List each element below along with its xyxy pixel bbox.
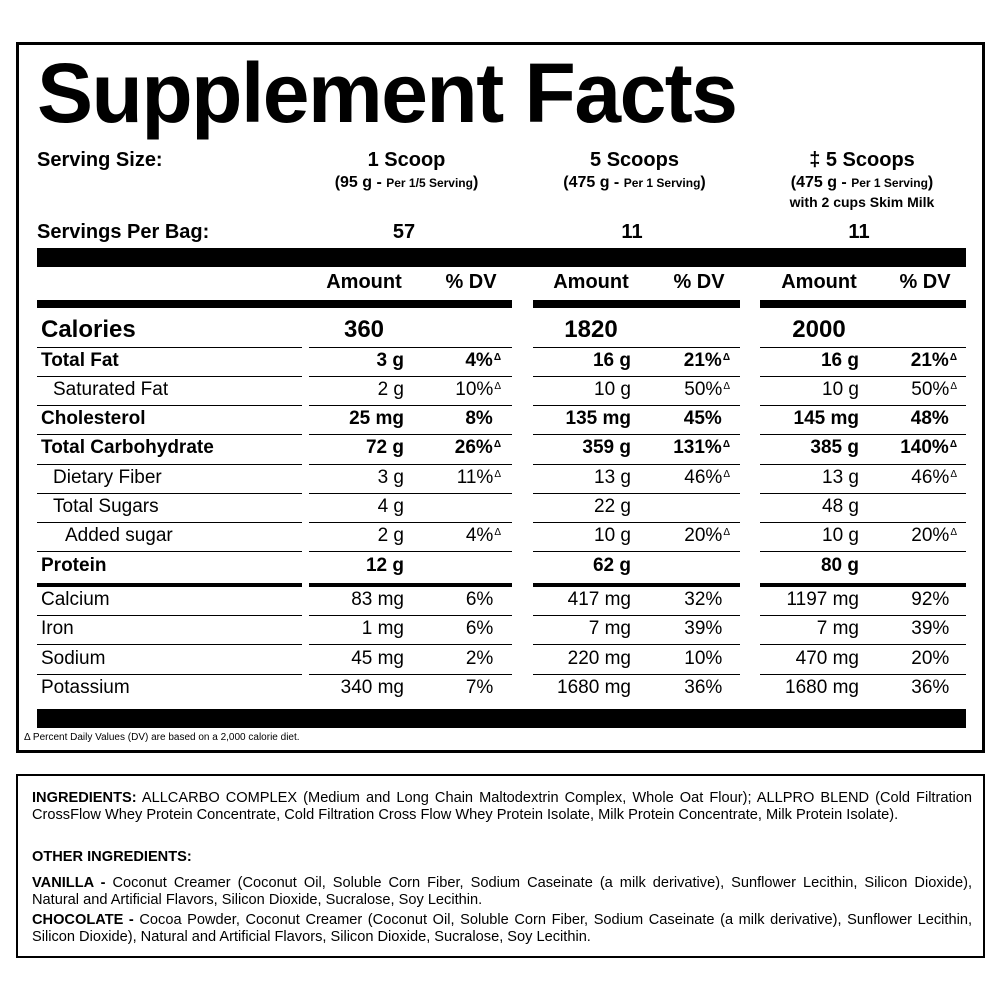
serving-main: 5 Scoops: [590, 149, 679, 171]
row-divider: [760, 522, 966, 523]
dv-header: % DV: [445, 271, 497, 293]
row-divider: [37, 376, 302, 377]
servings-per-bag-label: Servings Per Bag:: [37, 221, 210, 243]
row-divider: [309, 347, 512, 348]
row-divider: [309, 583, 512, 587]
row-divider: [760, 464, 966, 465]
nutrient-amount: 359 g: [582, 437, 631, 458]
dv-header: % DV: [673, 271, 725, 293]
nutrient-amount: 340 mg: [340, 677, 404, 698]
nutrient-amount: 10 g: [822, 525, 859, 546]
nutrient-amount: 1680 mg: [785, 677, 859, 698]
nutrient-label: Total Sugars: [53, 496, 159, 517]
row-divider: [533, 674, 740, 675]
ingredients-label: INGREDIENTS:: [32, 790, 137, 806]
nutrient-label: Saturated Fat: [53, 379, 169, 400]
dv-footnote-mark: Δ: [722, 439, 730, 450]
supplement-facts-panel: [16, 42, 985, 753]
header-bar: [760, 300, 966, 308]
nutrient-label: Iron: [41, 618, 74, 639]
row-divider: [37, 615, 302, 616]
nutrient-dv: 20%: [911, 648, 950, 669]
nutrient-label: Potassium: [41, 677, 130, 698]
dv-footnote-mark: Δ: [723, 381, 730, 392]
row-divider: [760, 493, 966, 494]
amount-header: Amount: [553, 271, 629, 293]
nutrient-dv: 92%: [911, 589, 950, 610]
row-divider: [760, 615, 966, 616]
dv-header: % DV: [899, 271, 951, 293]
chocolate-ingredients: [32, 912, 972, 945]
nutrient-amount: 25 mg: [349, 408, 404, 429]
nutrient-dv: 39%: [911, 618, 950, 639]
nutrient-amount: 385 g: [810, 437, 859, 458]
nutrient-amount: 80 g: [820, 555, 859, 576]
other-ingredients-label: OTHER INGREDIENTS:: [32, 849, 192, 865]
dv-footnote-mark: Δ: [950, 469, 957, 480]
nutrient-dv: 48%: [910, 408, 949, 429]
serving-extra: with 2 cups Skim Milk: [789, 194, 935, 210]
vanilla-ingredients: [32, 875, 972, 908]
top-thick-bar: [37, 248, 966, 267]
nutrient-amount: 16 g: [592, 350, 631, 371]
nutrient-dv: 20%$^\Delta$: [911, 525, 957, 546]
amount-header: Amount: [326, 271, 402, 293]
nutrient-dv: 32%: [684, 589, 723, 610]
row-divider: [309, 551, 512, 552]
chocolate-label: CHOCOLATE -: [32, 912, 140, 928]
other-ingredients: [32, 849, 972, 866]
row-divider: [37, 583, 302, 587]
nutrient-amount: 4 g: [377, 496, 404, 517]
dv-footnote-mark: Δ: [949, 439, 957, 450]
row-divider: [760, 674, 966, 675]
nutrient-dv: 36%: [911, 677, 950, 698]
nutrient-amount: 417 mg: [567, 589, 631, 610]
row-divider: [309, 434, 512, 435]
nutrient-amount: 48 g: [822, 496, 859, 517]
dv-footnote: Δ Percent Daily Values (DV) are based on a 2,000 calorie diet.: [24, 732, 300, 743]
row-divider: [309, 405, 512, 406]
serving-sub: (475 g - Per 1 Serving): [563, 174, 706, 191]
nutrient-dv: 4%$^\Delta$: [465, 350, 501, 371]
nutrient-dv: 21%$^\Delta$: [910, 350, 957, 371]
nutrient-dv: 26%$^\Delta$: [454, 437, 501, 458]
row-divider: [37, 434, 302, 435]
row-divider: [760, 551, 966, 552]
nutrient-amount: 10 g: [594, 379, 631, 400]
row-divider: [309, 493, 512, 494]
serving-main: 1 Scoop: [367, 149, 446, 171]
nutrient-dv: 21%$^\Delta$: [683, 350, 730, 371]
row-divider: [309, 376, 512, 377]
dv-footnote-mark: Δ: [493, 439, 501, 450]
row-divider: [533, 551, 740, 552]
nutrient-amount: 145 mg: [793, 408, 859, 429]
calories-value: 2000: [792, 316, 846, 343]
nutrient-amount: 220 mg: [567, 648, 631, 669]
calories-value: 360: [343, 316, 385, 343]
nutrient-amount: 135 mg: [565, 408, 631, 429]
nutrient-dv: 10%: [684, 648, 723, 669]
row-divider: [760, 644, 966, 645]
row-divider: [37, 522, 302, 523]
row-divider: [533, 615, 740, 616]
dv-footnote-mark: Δ: [723, 527, 730, 538]
nutrient-amount: 10 g: [822, 379, 859, 400]
row-divider: [37, 347, 302, 348]
row-divider: [760, 347, 966, 348]
dv-footnote-mark: Δ: [949, 352, 957, 363]
nutrient-label: Total Carbohydrate: [41, 437, 214, 458]
serving-sub: (475 g - Per 1 Serving): [790, 174, 934, 191]
nutrient-amount: 22 g: [594, 496, 631, 517]
row-divider: [309, 615, 512, 616]
nutrient-amount: 13 g: [822, 467, 859, 488]
nutrient-amount: 45 mg: [351, 648, 404, 669]
nutrient-amount: 1 mg: [361, 618, 404, 639]
ingredients-panel: [16, 774, 985, 958]
calories-label: Calories: [41, 316, 136, 343]
nutrient-amount: 3 g: [376, 350, 404, 371]
row-divider: [309, 674, 512, 675]
chocolate-text: Cocoa Powder, Coconut Creamer (Coconut Oil, Soluble Corn Fiber, Sodium Caseinate (a milk derivative), Sunflower Lecithin, Silicon Dioxide), Natural and Artificial Flavors, Silicon Dioxide, Sucralose, Soy Lecithin.: [32, 912, 972, 945]
row-divider: [533, 493, 740, 494]
nutrient-dv: 8%: [465, 408, 493, 429]
ingredients-text: ALLCARBO COMPLEX (Medium and Long Chain Maltodextrin Complex, Whole Oat Flour); ALLPRO BLEND (Cold Filtration CrossFlow Whey Protein Concentrate, Cold Filtration Cross Flow Whey Protein Isolate, Milk Protein Concentrate, Milk Protein Isolate).: [32, 790, 972, 823]
dv-footnote-mark: Δ: [950, 527, 957, 538]
servings-per-bag-value: 11: [621, 221, 643, 243]
nutrient-label: Calcium: [41, 589, 110, 610]
row-divider: [760, 376, 966, 377]
amount-header: Amount: [781, 271, 857, 293]
nutrient-amount: 7 mg: [816, 618, 859, 639]
row-divider: [309, 644, 512, 645]
servings-per-bag-value: 11: [848, 221, 870, 243]
nutrient-amount: 62 g: [592, 555, 631, 576]
nutrient-dv: 46%$^\Delta$: [684, 467, 730, 488]
row-divider: [533, 376, 740, 377]
nutrient-dv: 20%$^\Delta$: [684, 525, 730, 546]
row-divider: [760, 405, 966, 406]
nutrient-dv: 10%$^\Delta$: [455, 379, 501, 400]
nutrient-label: Dietary Fiber: [53, 467, 162, 488]
ingredients-main: [32, 790, 972, 823]
nutrient-amount: 12 g: [365, 555, 404, 576]
vanilla-text: Coconut Creamer (Coconut Oil, Soluble Corn Fiber, Sodium Caseinate (a milk derivative), Sunflower Lecithin, Silicon Dioxide), Natural and Artificial Flavors, Silicon Dioxide, Sucralose, Soy Lecithin.: [32, 875, 972, 908]
nutrient-label: Added sugar: [65, 525, 173, 546]
nutrient-amount: 83 mg: [351, 589, 404, 610]
dv-footnote-mark: Δ: [493, 352, 501, 363]
nutrient-amount: 13 g: [594, 467, 631, 488]
dv-footnote-mark: Δ: [494, 527, 501, 538]
row-divider: [37, 551, 302, 552]
panel-title: Supplement Facts: [37, 46, 737, 140]
nutrient-amount: 72 g: [365, 437, 404, 458]
nutrient-amount: 2 g: [377, 525, 404, 546]
row-divider: [760, 583, 966, 587]
row-divider: [309, 464, 512, 465]
nutrient-dv: 46%$^\Delta$: [911, 467, 957, 488]
nutrient-dv: 39%: [684, 618, 723, 639]
row-divider: [533, 405, 740, 406]
serving-sub: (95 g - Per 1/5 Serving): [334, 174, 479, 191]
nutrient-amount: 16 g: [820, 350, 859, 371]
row-divider: [309, 522, 512, 523]
nutrient-dv: 50%$^\Delta$: [911, 379, 957, 400]
nutrient-amount: 3 g: [377, 467, 404, 488]
nutrient-amount: 2 g: [377, 379, 404, 400]
serving-size-label: Serving Size:: [37, 149, 163, 171]
row-divider: [533, 464, 740, 465]
nutrient-dv: 50%$^\Delta$: [684, 379, 730, 400]
row-divider: [533, 644, 740, 645]
nutrient-dv: 45%: [683, 408, 722, 429]
row-divider: [533, 347, 740, 348]
nutrient-amount: 470 mg: [795, 648, 859, 669]
servings-per-bag-value: 57: [392, 221, 416, 243]
nutrient-dv: 7%: [465, 677, 494, 698]
vanilla-label: VANILLA -: [32, 875, 113, 891]
nutrient-amount: 7 mg: [588, 618, 631, 639]
row-divider: [533, 522, 740, 523]
row-divider: [533, 583, 740, 587]
nutrient-dv: 36%: [684, 677, 723, 698]
header-bar: [533, 300, 740, 308]
header-bar: [37, 300, 512, 308]
row-divider: [37, 644, 302, 645]
calories-value: 1820: [564, 316, 618, 343]
row-divider: [533, 434, 740, 435]
nutrient-dv: 6%: [465, 589, 494, 610]
row-divider: [37, 464, 302, 465]
bottom-thick-bar: [37, 709, 966, 728]
row-divider: [760, 434, 966, 435]
dv-footnote-mark: Δ: [723, 469, 730, 480]
nutrient-dv: 140%$^\Delta$: [900, 437, 957, 458]
dv-footnote-mark: Δ: [722, 352, 730, 363]
row-divider: [37, 674, 302, 675]
dv-footnote-mark: Δ: [494, 381, 501, 392]
nutrient-amount: 10 g: [594, 525, 631, 546]
nutrient-dv: 131%$^\Delta$: [673, 437, 730, 458]
nutrient-label: Sodium: [41, 648, 106, 669]
nutrient-dv: 6%: [465, 618, 494, 639]
nutrient-dv: 2%: [465, 648, 494, 669]
nutrient-label: Total Fat: [41, 350, 119, 371]
dv-footnote-mark: Δ: [494, 469, 501, 480]
dv-footnote-mark: Δ: [950, 381, 957, 392]
nutrient-label: Protein: [41, 555, 107, 576]
nutrient-amount: 1680 mg: [557, 677, 631, 698]
row-divider: [37, 493, 302, 494]
nutrient-label: Cholesterol: [41, 408, 146, 429]
nutrient-dv: 4%$^\Delta$: [465, 525, 501, 546]
row-divider: [37, 405, 302, 406]
nutrient-dv: 11%$^\Delta$: [456, 467, 501, 488]
nutrient-amount: 1197 mg: [786, 589, 859, 610]
serving-main: ‡ 5 Scoops: [809, 149, 915, 171]
